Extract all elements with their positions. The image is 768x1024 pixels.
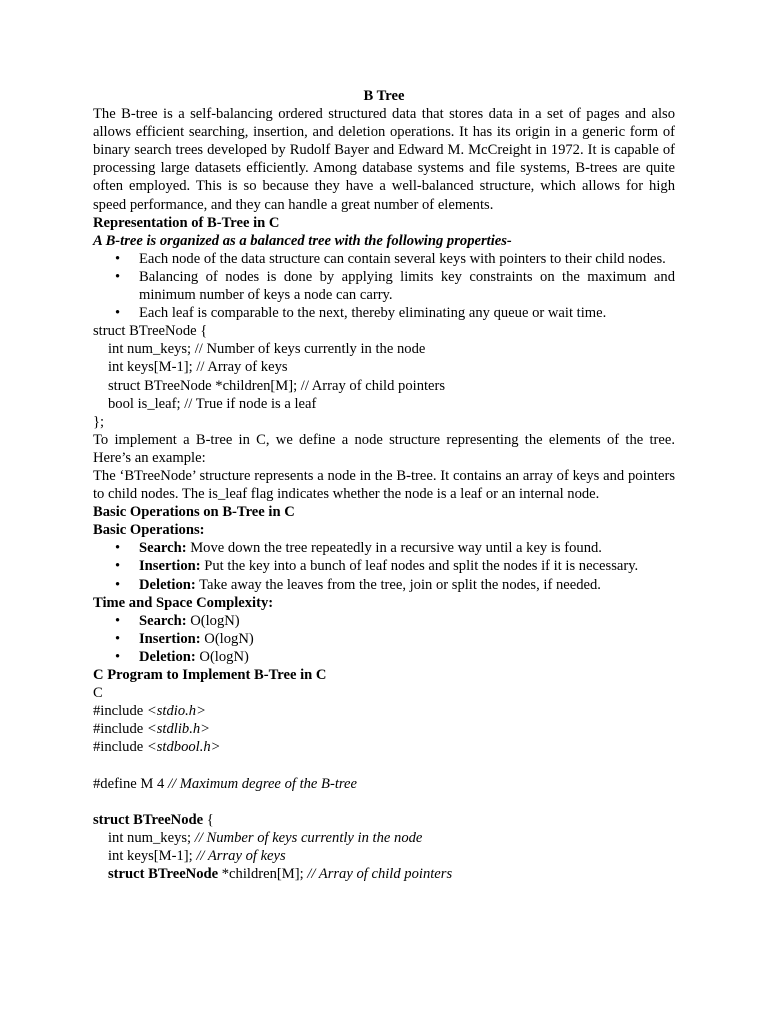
struct-field-line: int keys[M-1]; // Array of keys xyxy=(108,847,286,864)
list-item: • Insertion: Put the key into a bunch of leaf nodes and split the nodes if it is necessary. xyxy=(115,558,639,575)
struct-field: struct BTreeNode *children[M]; // Array of child pointers xyxy=(108,377,446,394)
include-line: #include <stdlib.h> xyxy=(93,721,210,738)
list-item: • Deletion: O(logN) xyxy=(115,648,249,665)
define-line: #define M 4 // Maximum degree of the B-tree xyxy=(93,775,357,792)
bullet-icon: • xyxy=(115,648,121,665)
implement-paragraph: To implement a B-tree in C, we define a node structure representing the elements of the tree. Here’s an example: xyxy=(93,431,675,466)
include-line: #include <stdbool.h> xyxy=(93,739,221,756)
struct-close: }; xyxy=(93,413,105,430)
list-item: • Deletion: Take away the leaves from the tree, join or split the nodes, if needed. xyxy=(115,576,601,593)
struct-field-line: struct BTreeNode *children[M]; // Array of child pointers xyxy=(108,866,453,883)
representation-heading: Representation of B-Tree in C xyxy=(93,214,280,231)
struct-definition xyxy=(93,322,675,431)
page-title: B Tree xyxy=(363,88,405,104)
struct-field-line: int num_keys; // Number of keys currently in the node xyxy=(108,829,423,846)
struct-field: int keys[M-1]; // Array of keys xyxy=(108,359,288,376)
program-heading: C Program to Implement B-Tree in C xyxy=(93,667,327,683)
bullet-icon: • xyxy=(115,576,121,593)
list-item: • Insertion: O(logN) xyxy=(115,630,254,647)
bullet-icon: • xyxy=(115,250,121,267)
representation-subheading: A B-tree is organized as a balanced tree with the following properties- xyxy=(93,232,512,249)
bullet-icon: • xyxy=(115,268,121,285)
code-language-label: C xyxy=(93,685,103,702)
basic-operations-heading: Basic Operations on B-Tree in C xyxy=(93,504,295,521)
list-item: • Each leaf is comparable to the next, thereby eliminating any queue or wait time. xyxy=(115,305,607,322)
list-item: • Balancing of nodes is done by applying limits key constraints on the maximum and minimum number of keys a node can carry. xyxy=(115,268,675,304)
intro-paragraph: The B-tree is a self-balancing ordered structured data that stores data in a set of pages and also allows efficient searching, insertion, and deletion operations. It has its origin in a generic form of binary search trees developed by Rudolf Bayer and Edward M. McCreight in 1972. It is capable of processing large datasets efficiently. Among database systems and file systems, B-trees are quite often employed. This is so because they have a well-balanced structure, which allows for high speed performance, and they can handle a great number of elements. xyxy=(93,106,675,213)
list-item: • Search: Move down the tree repeatedly in a recursive way until a key is found. xyxy=(115,540,602,557)
blank-line xyxy=(93,793,675,811)
bullet-icon: • xyxy=(115,630,121,647)
properties-list xyxy=(93,250,675,322)
struct-field: bool is_leaf; // True if node is a leaf xyxy=(108,395,317,412)
complexity-heading: Time and Space Complexity: xyxy=(93,594,274,611)
operations-list xyxy=(93,539,675,593)
bullet-icon: • xyxy=(115,558,121,575)
include-line: #include <stdio.h> xyxy=(93,703,206,720)
struct-open: struct BTreeNode { xyxy=(93,323,208,340)
struct-field: int num_keys; // Number of keys currently in the node xyxy=(108,341,426,358)
complexity-list xyxy=(93,612,675,666)
list-item: • Search: O(logN) xyxy=(115,612,240,629)
code-block xyxy=(93,702,675,883)
blank-line xyxy=(93,756,675,774)
struct-decl-line: struct BTreeNode { xyxy=(93,811,214,828)
bullet-icon: • xyxy=(115,305,121,322)
list-item: • Each node of the data structure can contain several keys with pointers to their child nodes. xyxy=(115,250,666,267)
bullet-icon: • xyxy=(115,612,121,629)
basic-operations-subheading: Basic Operations: xyxy=(93,522,205,539)
bullet-icon: • xyxy=(115,540,121,557)
btreenode-paragraph: The ‘BTreeNode’ structure represents a node in the B-tree. It contains an array of keys and pointers to child nodes. The is_leaf flag indicates whether the node is a leaf or an internal node. xyxy=(93,467,675,503)
document-page xyxy=(93,87,675,883)
